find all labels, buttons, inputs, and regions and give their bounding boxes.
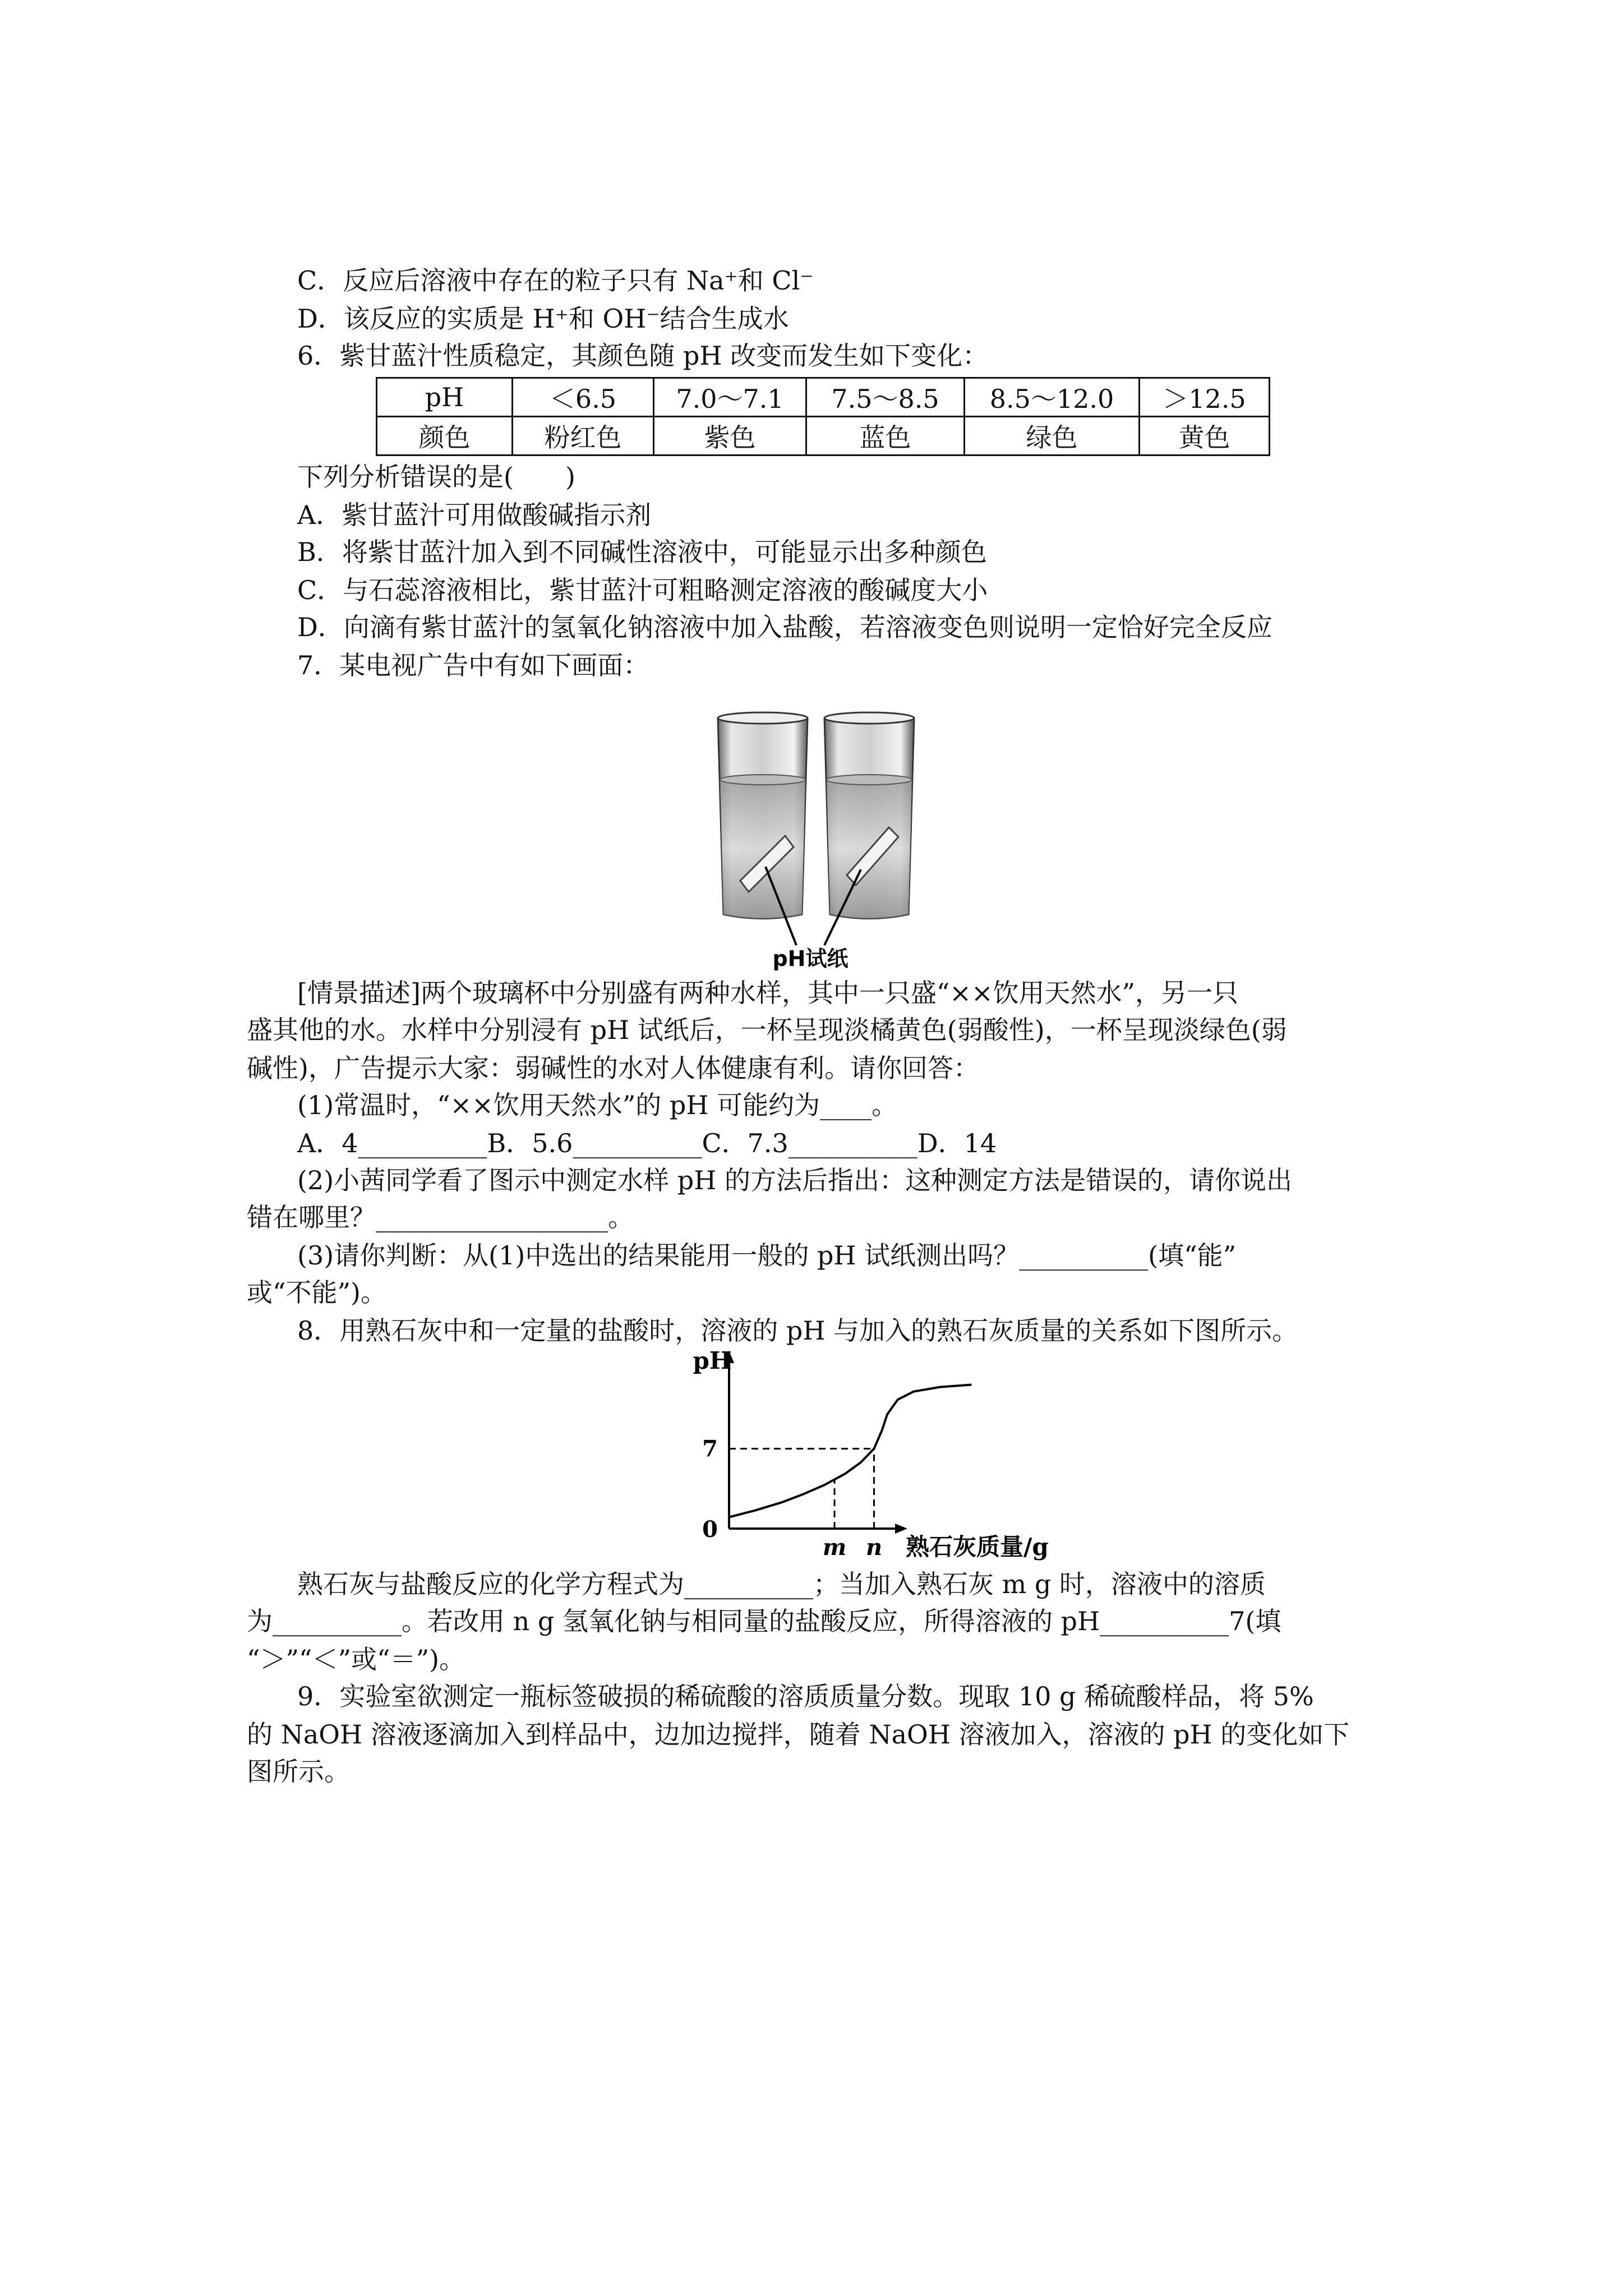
table-cell: 7.5～8.5 — [806, 378, 965, 417]
table-cell: ＜6.5 — [513, 378, 654, 417]
table-cell: 绿色 — [965, 417, 1140, 455]
option-a-q6: A．紫甘蓝汁可用做酸碱指示剂 — [297, 500, 652, 530]
option-c-q6: C．与石蕊溶液相比，紫甘蓝汁可粗略测定溶液的酸碱度大小 — [297, 575, 988, 605]
table-cell: pH — [377, 378, 513, 417]
q7-part-3: (3)请你判断：从(1)中选出的结果能用一般的 pH 试纸测出吗？__________(填“能” — [297, 1240, 1237, 1271]
table-cell: 8.5～12.0 — [965, 378, 1140, 417]
table-cell: 蓝色 — [806, 417, 965, 455]
x-tick-n: n — [865, 1534, 883, 1561]
scenario-line-3: 碱性)，广告提示大家：弱碱性的水对人体健康有利。请你回答： — [247, 1053, 979, 1083]
origin-label: 0 — [702, 1516, 718, 1543]
chart-axes — [724, 1351, 907, 1534]
table-row — [377, 378, 1270, 417]
q7-part-2-cont: 错在哪里？__________________。 — [247, 1202, 634, 1232]
scenario-line-2: 盛其他的水。水样中分别浸有 pH 试纸后，一杯呈现淡橘黄色(弱酸性)，一杯呈现淡绿色(弱 — [247, 1015, 1287, 1045]
q9-line-3: 图所示。 — [247, 1756, 350, 1787]
x-axis-label: 熟石灰质量/g — [906, 1533, 1049, 1561]
question-8-stem: 8．用熟石灰中和一定量的盐酸时，溶液的 pH 与加入的熟石灰质量的关系如下图所示。 — [297, 1315, 1298, 1346]
table-row — [377, 417, 1270, 455]
table-cell: 颜色 — [377, 417, 513, 455]
table-cell: 7.0～7.1 — [654, 378, 806, 417]
y-tick-7: 7 — [702, 1435, 718, 1462]
q7-part-3-cont: 或“不能”)。 — [247, 1277, 386, 1308]
question-9-stem: 9．实验室欲测定一瓶标签破损的稀硫酸的溶质质量分数。现取 10 g 稀硫酸样品，将 5% — [297, 1681, 1314, 1711]
ph-curve — [729, 1385, 971, 1517]
y-axis-label: pH — [693, 1347, 732, 1374]
ph-curve-chart — [679, 1346, 1049, 1561]
q8-line-2: 为__________。若改用 n g 氢氧化钠与相同量的盐酸反应，所得溶液的 pH__________7(填 — [247, 1606, 1281, 1636]
scenario-line-1: [情景描述]两个玻璃杯中分别盛有两种水样，其中一只盛“××饮用天然水”，另一只 — [297, 978, 1239, 1008]
q7-part-2: (2)小茜同学看了图示中测定水样 pH 的方法后指出：这种测定方法是错误的，请你说出 — [297, 1165, 1292, 1195]
option-d-q6: D．向滴有紫甘蓝汁的氢氧化钠溶液中加入盐酸，若溶液变色则说明一定恰好完全反应 — [297, 612, 1272, 642]
table-cell: 黄色 — [1140, 417, 1270, 455]
q9-line-2: 的 NaOH 溶液逐滴加入到样品中，边加边搅拌，随着 NaOH 溶液加入，溶液的 pH 的变化如下 — [247, 1719, 1350, 1750]
table-cell: ＞12.5 — [1140, 378, 1270, 417]
table-cell: 粉红色 — [513, 417, 654, 455]
option-d-q5: D．该反应的实质是 H⁺和 OH⁻结合生成水 — [297, 303, 789, 334]
left-glass — [718, 712, 808, 919]
right-glass — [824, 712, 914, 919]
ph-color-table — [376, 377, 1270, 456]
q7-part-1-options: A．4__________B．5.6__________C．7.3__________D．14 — [297, 1128, 997, 1158]
question-6-stem: 6．紫甘蓝汁性质稳定，其颜色随 pH 改变而发生如下变化： — [297, 341, 989, 371]
question-7-stem: 7．某电视广告中有如下画面： — [297, 650, 649, 680]
glasses-photo — [712, 707, 925, 970]
table-cell: 紫色 — [654, 417, 806, 455]
q7-part-1: (1)常温时，“××饮用天然水”的 pH 可能约为____。 — [297, 1090, 898, 1120]
question-6-prompt: 下列分析错误的是( ) — [297, 462, 575, 492]
ph-paper-caption: pH试纸 — [772, 946, 849, 971]
q8-line-3: “＞”“＜”或“＝”)。 — [247, 1644, 465, 1674]
q8-line-1: 熟石灰与盐酸反应的化学方程式为__________；当加入熟石灰 m g 时，溶液中的溶质 — [297, 1569, 1266, 1599]
option-c-q5: C．反应后溶液中存在的粒子只有 Na⁺和 Cl⁻ — [297, 265, 814, 296]
option-b-q6: B．将紫甘蓝汁加入到不同碱性溶液中，可能显示出多种颜色 — [297, 537, 987, 567]
x-tick-m: m — [822, 1534, 847, 1561]
